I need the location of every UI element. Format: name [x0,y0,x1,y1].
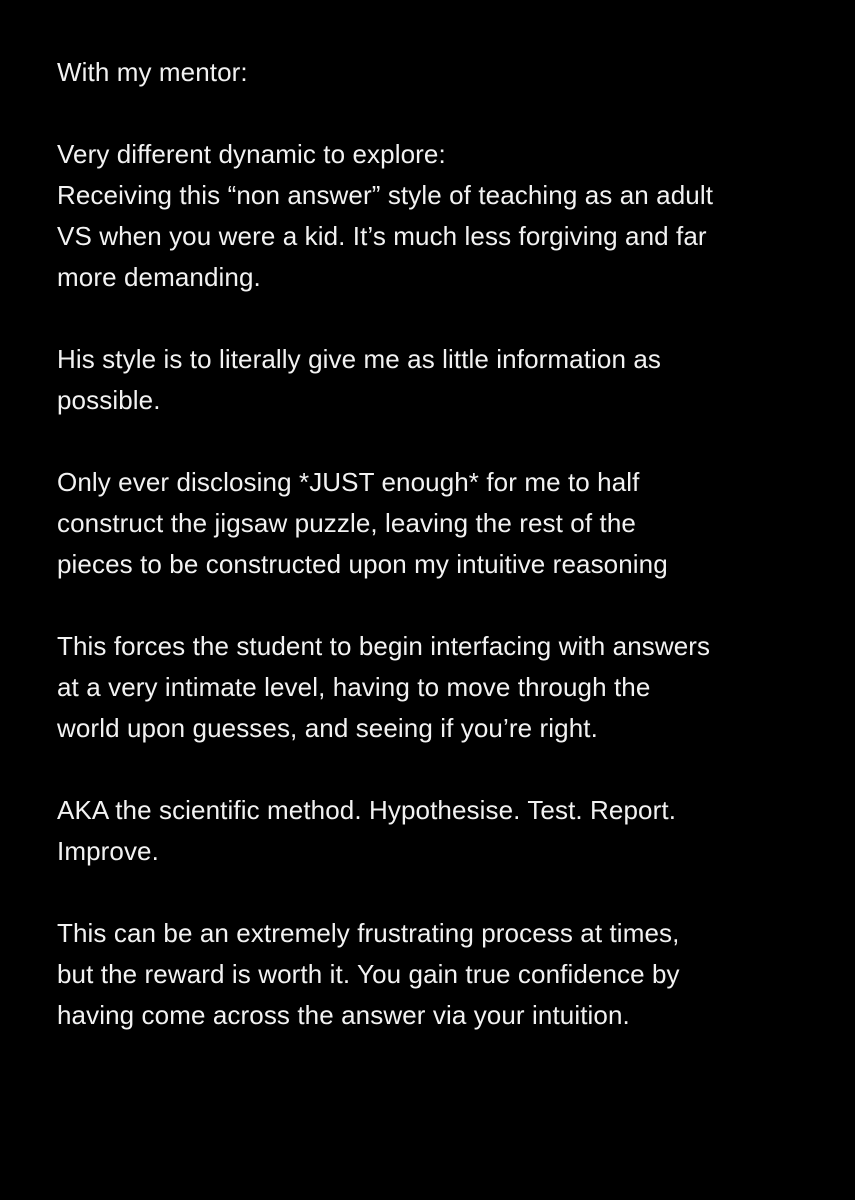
text-line: more demanding. [57,262,261,292]
text-line: pieces to be constructed upon my intuitive reasoning [57,549,668,579]
text-line: With my mentor: [57,57,248,87]
text-line: VS when you were a kid. It’s much less forgiving and far [57,221,707,251]
text-line: Receiving this “non answer” style of teaching as an adult [57,180,714,210]
paragraph-spacer [57,749,817,790]
text-line: Only ever disclosing *JUST enough* for me to half [57,467,640,497]
paragraph-disclosing [57,462,817,585]
text-line: Very different dynamic to explore: [57,139,446,169]
paragraph-spacer [57,298,817,339]
paragraph-spacer [57,872,817,913]
text-line: This can be an extremely frustrating process at times, [57,918,680,948]
text-line: world upon guesses, and seeing if you’re right. [57,713,598,743]
text-line: His style is to literally give me as little information as [57,344,662,374]
paragraph-spacer [57,585,817,626]
paragraph-forces [57,626,817,749]
text-line: possible. [57,385,161,415]
note-body [57,52,817,1036]
text-line: AKA the scientific method. Hypothesise. Test. Report. [57,795,677,825]
text-line: construct the jigsaw puzzle, leaving the rest of the [57,508,636,538]
paragraph-dynamic [57,134,817,298]
text-line: having come across the answer via your intuition. [57,1000,630,1030]
paragraph-style [57,339,817,421]
text-line: at a very intimate level, having to move through the [57,672,651,702]
text-line: Improve. [57,836,159,866]
paragraph-scientific-method [57,790,817,872]
paragraph-frustrating [57,913,817,1036]
paragraph-spacer [57,421,817,462]
paragraph-spacer [57,93,817,134]
text-line: This forces the student to begin interfacing with answers [57,631,711,661]
paragraph-mentor [57,52,817,93]
text-line: but the reward is worth it. You gain true confidence by [57,959,680,989]
